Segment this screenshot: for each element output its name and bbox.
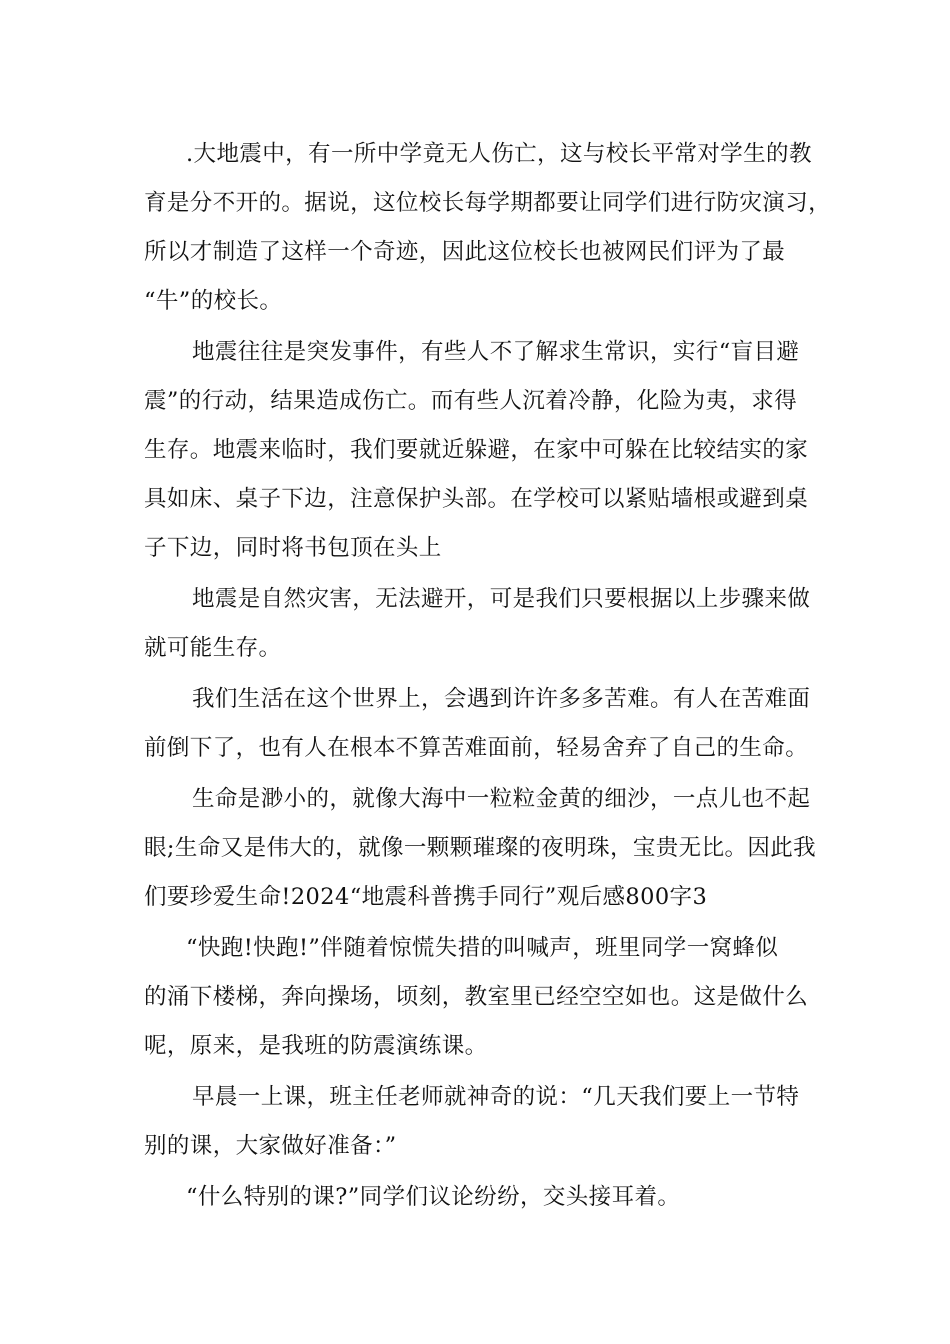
text-line: .大地震中，有一所中学竟无人伤亡，这与校长平常对学生的教: [186, 141, 812, 167]
text-line: 震”的行动，结果造成伤亡。而有些人沉着冷静，化险为夷，求得: [144, 388, 798, 414]
text-line: “什么特别的课?”同学们议论纷纷，交头接耳着。: [186, 1184, 681, 1210]
text-line: “牛”的校长。: [144, 288, 283, 314]
text-line: “快跑!快跑!”伴随着惊慌失措的叫喊声，班里同学一窝蜂似: [186, 935, 779, 961]
text-line: 的涌下楼梯，奔向操场，顷刻，教室里已经空空如也。这是做什么: [144, 984, 809, 1010]
text-line: 子下边，同时将书包顶在头上: [144, 535, 442, 561]
text-line: 别的课，大家做好准备：”: [144, 1133, 397, 1159]
text-line: 所以才制造了这样一个奇迹，因此这位校长也被网民们评为了最: [144, 239, 786, 265]
text-line: 生存。地震来临时，我们要就近躲避，在家中可躲在比较结实的家: [144, 437, 809, 463]
text-line: 育是分不开的。据说，这位校长每学期都要让同学们进行防灾演习，: [144, 190, 832, 216]
text-line: 地震往往是突发事件，有些人不了解求生常识，实行“盲目避: [192, 339, 800, 365]
text-line: 生命是渺小的，就像大海中一粒粒金黄的细沙，一点儿也不起: [192, 786, 811, 812]
text-line: 早晨一上课，班主任老师就神奇的说：“几天我们要上一节特: [192, 1084, 800, 1110]
text-line: 就可能生存。: [144, 635, 282, 661]
text-line: 们要珍爱生命!2024“地震科普携手同行”观后感800字3: [144, 884, 708, 910]
text-line: 呢，原来，是我班的防震演练课。: [144, 1033, 488, 1059]
text-line: 具如床、桌子下边，注意保护头部。在学校可以紧贴墙根或避到桌: [144, 486, 809, 512]
text-line: 我们生活在这个世界上，会遇到许许多多苦难。有人在苦难面: [192, 686, 811, 712]
text-line: 前倒下了，也有人在根本不算苦难面前，轻易舍弃了自己的生命。: [144, 735, 809, 761]
text-line: 眼;生命又是伟大的，就像一颗颗璀璨的夜明珠，宝贵无比。因此我: [144, 835, 817, 861]
text-line: 地震是自然灾害，无法避开，可是我们只要根据以上步骤来做: [192, 586, 811, 612]
